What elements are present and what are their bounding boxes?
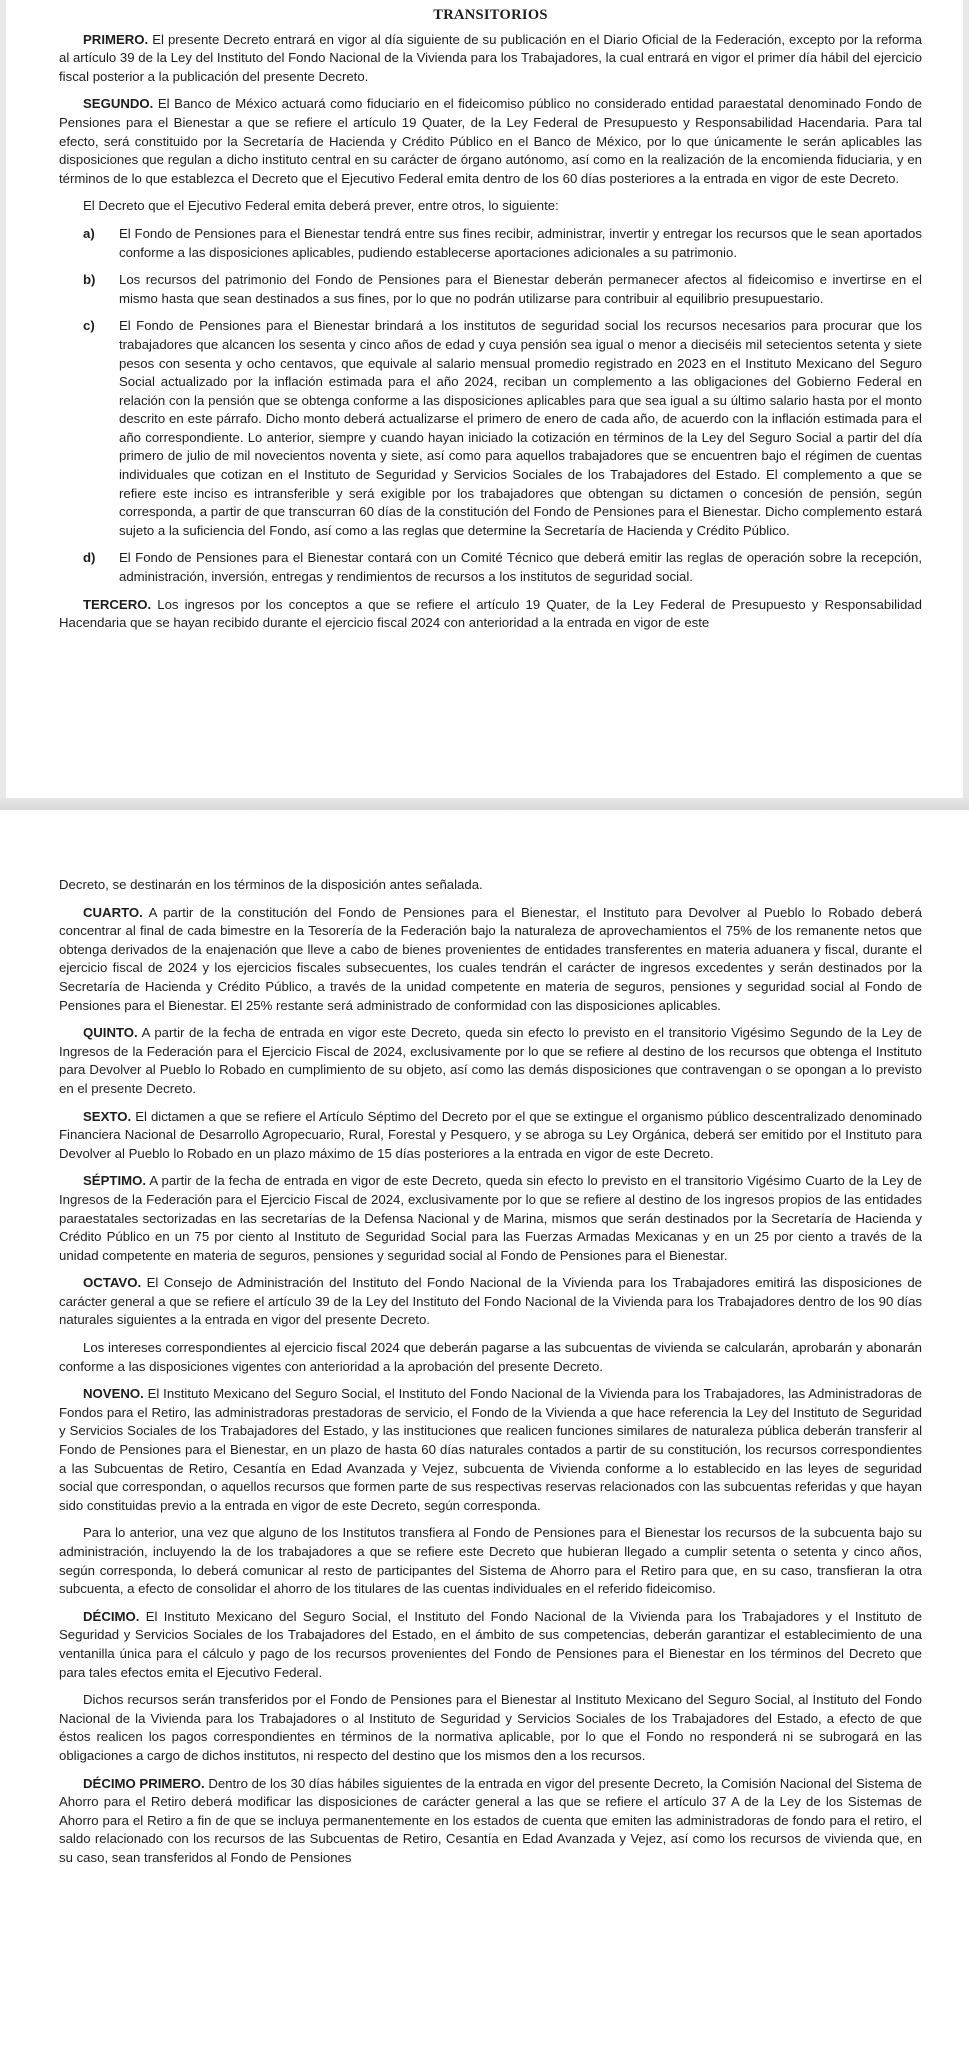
article-label: SEXTO. xyxy=(83,1108,132,1124)
article-label: QUINTO. xyxy=(83,1025,138,1041)
article-label: NOVENO. xyxy=(83,1386,144,1402)
article-label: CUARTO. xyxy=(83,904,143,920)
article-label: DÉCIMO PRIMERO. xyxy=(83,1775,205,1791)
page-2-content xyxy=(59,876,922,1877)
page-edge-left xyxy=(0,0,6,798)
article-text: El Consejo de Administración del Instituto del Fondo Nacional de la Vivienda para los Trabajadores emitirá las disposiciones de carácter general a que se refiere el artículo 39 de la Ley del Instituto del Fondo Nacional de la Vivienda para los Trabajadores dentro de los 90 días naturales siguientes a la entrada en vigor del presente Decreto. xyxy=(59,1275,922,1328)
item-text: El Fondo de Pensiones para el Bienestar brindará a los institutos de seguridad social los recursos necesarios para procurar que los trabajadores que alcancen los sesenta y cinco años de edad y cuya pensión sea igual o menor a dieciséis mil setecientos setenta y siete pesos con sesenta y ocho centavos, que equivale al salario mensual promedio registrado en 2023 en el Instituto Mexicano del Seguro Social actualizado por la inflación estimada para el año 2024, reciban un complemento a las obligaciones del Gobierno Federal en relación con la pensión que se obtenga conforme a las disposiciones aplicables para que sea igual a su último salario hasta por el monto descrito en este párrafo. Dicho monto deberá actualizarse el primero de enero de cada año, de acuerdo con la inflación estimada para el año correspondiente. Lo anterior, siempre y cuando hayan iniciado la cotización en términos de la Ley del Seguro Social a partir del día primero de julio de mil novecientos noventa y siete, así como para aquellos trabajadores que se encuentren bajo el régimen de cuentas individuales que cotizan en el Instituto de Seguridad y Servicios Sociales de los Trabajadores del Estado. El complemento a que se refiere este inciso es intransferible y será exigible por los trabajadores que obtengan su dictamen o concesión de pensión, según corresponda, a partir de que transcurran 60 días de la constitución del Fondo de Pensiones para el Bienestar. Dicho complemento estará sujeto a la suficiencia del Fondo, así como a las reglas que determine la Secretaría de Hacienda y Crédito Público. xyxy=(119,318,922,538)
list-item xyxy=(35,225,922,262)
document-page-2 xyxy=(0,810,969,2048)
item-marker: b) xyxy=(83,272,96,288)
article-octavo-paragraph-2: Los intereses correspondientes al ejercicio fiscal 2024 que deberán pagarse a las subcuentas de vivienda se calcularán, aprobarán y abonarán conforme a las disposiciones vigentes con anterioridad a la aprobación del presente Decreto. xyxy=(59,1340,922,1374)
article-decimo xyxy=(59,1608,922,1682)
article-label: OCTAVO. xyxy=(83,1275,142,1291)
article-text: Dentro de los 30 días hábiles siguientes de la entrada en vigor del presente Decreto, la Comisión Nacional del Sistema de Ahorro para el Retiro deberá modificar las disposiciones de carácter general a las que se refiere el artículo 37 A de la Ley de los Sistemas de Ahorro para el Retiro a fin de que se incluya permanentemente en los estados de cuenta que emiten las administradoras de fondo para el retiro, el saldo relacionado con los recursos de las Subcuentas de Retiro, Cesantía en Edad Avanzada y Vejez, así como los recursos de vivienda que, en su caso, sean transferidos al Fondo de Pensiones xyxy=(59,1775,922,1865)
article-label: SÉPTIMO. xyxy=(83,1173,147,1189)
article-text: El Instituto Mexicano del Seguro Social, el Instituto del Fondo Nacional de la Vivienda para los Trabajadores, las Administradoras de Fondos para el Retiro, las administradoras prestadoras de servicio, el Fondo de la Vivienda a que hace referencia la Ley del Instituto de Seguridad y Servicios Sociales de los Trabajadores del Estado, y las instituciones que realicen funciones similares de naturaleza pública deberán transferir al Fondo de Pensiones para el Bienestar, en un plazo de hasta 60 días naturales contados a partir de su constitución, los recursos correspondientes a las Subcuentas de Retiro, Cesantía en Edad Avanzada y Vejez, subcuenta de Vivienda conforme a lo establecido en las leyes de seguridad social que correspondan, o aquellos recursos que formen parte de sus respectivas reservas relacionados con las subcuentas referidas y que hayan sido constituidas previo a la entrada en vigor de este Decreto, según corresponda. xyxy=(59,1386,922,1513)
article-text: El Banco de México actuará como fiduciario en el fideicomiso público no considerado entidad paraestatal denominado Fondo de Pensiones para el Bienestar a que se refiere el artículo 19 Quater, de la Ley Federal de Presupuesto y Responsabilidad Hacendaria. Para tal efecto, será constituido por la Secretaría de Hacienda y Crédito Público en el Banco de México, por lo que únicamente le serán aplicables las disposiciones que regulan a dicho instituto central en su carácter de órgano autónomo, así como en la realización de la encomienda fiduciaria, y en términos de lo que establezca el Decreto que el Ejecutivo Federal emita dentro de los 60 días posteriores a la entrada en vigor de este Decreto. xyxy=(59,96,922,186)
article-text: El dictamen a que se refiere el Artículo Séptimo del Decreto por el que se extingue el organismo público descentralizado denominado Financiera Nacional de Desarrollo Agropecuario, Rural, Forestal y Pesquero, y se abroga su Ley Orgánica, deberá ser emitido por el Instituto para Devolver al Pueblo lo Robado en un plazo máximo de 15 días posteriores a la entrada en vigor de este Decreto. xyxy=(59,1108,922,1161)
article-text: Los ingresos por los conceptos a que se refiere el artículo 19 Quater, de la Ley Federal de Presupuesto y Responsabilidad Hacendaria que se hayan recibido durante el ejercicio fiscal 2024 con anterioridad a la entrada en vigor de este xyxy=(59,596,922,631)
article-label: TERCERO. xyxy=(83,596,152,612)
article-noveno-paragraph-2: Para lo anterior, una vez que alguno de los Institutos transfiera al Fondo de Pensiones para el Bienestar los recursos de la subcuenta bajo su administración, incluyendo la de los trabajadores a que se refiere este Decreto que hubieran llegado a cumplir setenta o setenta y cinco años, según corresponda, lo deberá comunicar al resto de participantes del Sistema de Ahorro para el Retiro para que, en su caso, transfieran la otra subcuenta, a efecto de consolidar el ahorro de los titulares de las cuentas individuales en el referido fideicomiso. xyxy=(59,1525,922,1597)
article-noveno xyxy=(59,1385,922,1515)
article-quinto xyxy=(59,1024,922,1098)
list-item xyxy=(35,317,922,540)
section-title: TRANSITORIOS xyxy=(433,7,548,23)
item-marker: a) xyxy=(83,225,95,241)
article-text: A partir de la constitución del Fondo de Pensiones para el Bienestar, el Instituto para Devolver al Pueblo lo Robado deberá concentrar al final de cada bimestre en la Tesorería de la Federación bajo la naturaleza de aprovechamientos el 75% de los remanente netos que obtenga derivados de la enajenación que lleve a cabo de bienes provenientes de entidades transferentes en materia aduanera y fiscal, durante el ejercicio fiscal de 2024 y los ejercicios fiscales subsecuentes, los cuales tendrán el carácter de ingresos excedentes y serán destinados por la Secretaría de Hacienda y Crédito Público, a través de la unidad competente en materia de seguros, pensiones y seguridad social al Fondo de Pensiones para el Bienestar. El 25% restante será administrado de conformidad con las disposiciones aplicables. xyxy=(59,904,922,1013)
article-octavo xyxy=(59,1274,922,1330)
item-text: El Fondo de Pensiones para el Bienestar contará con un Comité Técnico que deberá emitir las reglas de operación sobre la recepción, administración, inversión, entregas y rendimientos de recursos a los institutos de seguridad social. xyxy=(119,550,922,585)
article-septimo xyxy=(59,1172,922,1265)
article-tercero xyxy=(59,596,922,633)
article-label: DÉCIMO. xyxy=(83,1608,140,1624)
article-text: El Instituto Mexicano del Seguro Social, el Instituto del Fondo Nacional de la Vivienda para los Trabajadores y el Instituto de Seguridad y Servicios Sociales de los Trabajadores del Estado, en el ámbito de sus competencias, deberán garantizar el establecimiento de una ventanilla única para el cálculo y pago de los recursos provenientes del Fondo de Pensiones para el Bienestar en los términos del Decreto que para tales efectos emita el Ejecutivo Federal. xyxy=(59,1608,922,1680)
article-text: A partir de la fecha de entrada en vigor de este Decreto, queda sin efecto lo previsto en el transitorio Vigésimo Cuarto de la Ley de Ingresos de la Federación para el Ejercicio Fiscal de 2024, exclusivamente por lo que se refiere al destino de los ingresos propios de las entidades paraestatales sectorizadas en las secretarías de la Defensa Nacional y de Marina, mismos que serán destinados por la Secretaría de Hacienda y Crédito Público en un 75 por ciento al Instituto de Seguridad Social para las Fuerzas Armadas Mexicanas y en un 25 por ciento a través de la unidad competente en materia de seguros, pensiones y seguridad social al Fondo de Pensiones para el Bienestar. xyxy=(59,1173,922,1263)
article-text: El presente Decreto entrará en vigor al día siguiente de su publicación en el Diario Oficial de la Federación, excepto por la reforma al artículo 39 de la Ley del Instituto del Fondo Nacional de la Vivienda para los Trabajadores, la cual entrará en vigor el primer día hábil del ejercicio fiscal posterior a la publicación del presente Decreto. xyxy=(59,31,922,84)
article-cuarto xyxy=(59,904,922,1016)
article-primero xyxy=(59,31,922,87)
decree-intro: El Decreto que el Ejecutivo Federal emita deberá prever, entre otros, lo siguiente: xyxy=(83,198,559,214)
page-edge-right xyxy=(963,0,969,798)
item-text: El Fondo de Pensiones para el Bienestar tendrá entre sus fines recibir, administrar, invertir y entregar los recursos que le sean aportados conforme a las disposiciones aplicables, pudiendo establecerse aportaciones adicionales a su patrimonio. xyxy=(119,225,922,260)
article-sexto xyxy=(59,1108,922,1164)
item-marker: d) xyxy=(83,550,96,566)
article-decimo-primero xyxy=(59,1775,922,1868)
page-separator xyxy=(0,798,969,810)
list-item xyxy=(35,549,922,586)
list-item xyxy=(35,271,922,308)
continuation-text: Decreto, se destinarán en los términos de la disposición antes señalada. xyxy=(59,877,483,892)
document-page-1 xyxy=(0,0,969,798)
page-1-content xyxy=(59,6,922,642)
article-label: SEGUNDO. xyxy=(83,96,154,112)
article-text: A partir de la fecha de entrada en vigor este Decreto, queda sin efecto lo previsto en el transitorio Vigésimo Segundo de la Ley de Ingresos de la Federación para el Ejercicio Fiscal de 2024, exclusivamente por lo que se refiere al destino de los recursos que obtenga el Instituto para Devolver al Pueblo lo Robado en cumplimiento de su objeto, así como las demás disposiciones que contravengan o se opongan a lo previsto en el presente Decreto. xyxy=(59,1025,923,1096)
item-marker: c) xyxy=(83,318,95,334)
article-decimo-paragraph-2: Dichos recursos serán transferidos por el Fondo de Pensiones para el Bienestar al Instituto Mexicano del Seguro Social, al Instituto del Fondo Nacional de la Vivienda para los Trabajadores o al Instituto de Seguridad y Servicios Sociales de los Trabajadores del Estado, a efecto de que éstos realicen los pagos correspondientes en términos de la normativa aplicable, por lo que el Fondo no responderá ni se subrogará en las obligaciones a cargo de dichos institutos, ni respecto del destino que los mismos den a los recursos. xyxy=(59,1692,922,1763)
item-text: Los recursos del patrimonio del Fondo de Pensiones para el Bienestar deberán permanecer afectos al fideicomiso e invertirse en el mismo hasta que sean destinados a sus fines, por lo que no podrán utilizarse para contribuir al equilibrio presupuestario. xyxy=(119,272,922,306)
item-list xyxy=(35,225,922,587)
article-segundo xyxy=(59,95,922,188)
article-label: PRIMERO. xyxy=(83,31,149,47)
